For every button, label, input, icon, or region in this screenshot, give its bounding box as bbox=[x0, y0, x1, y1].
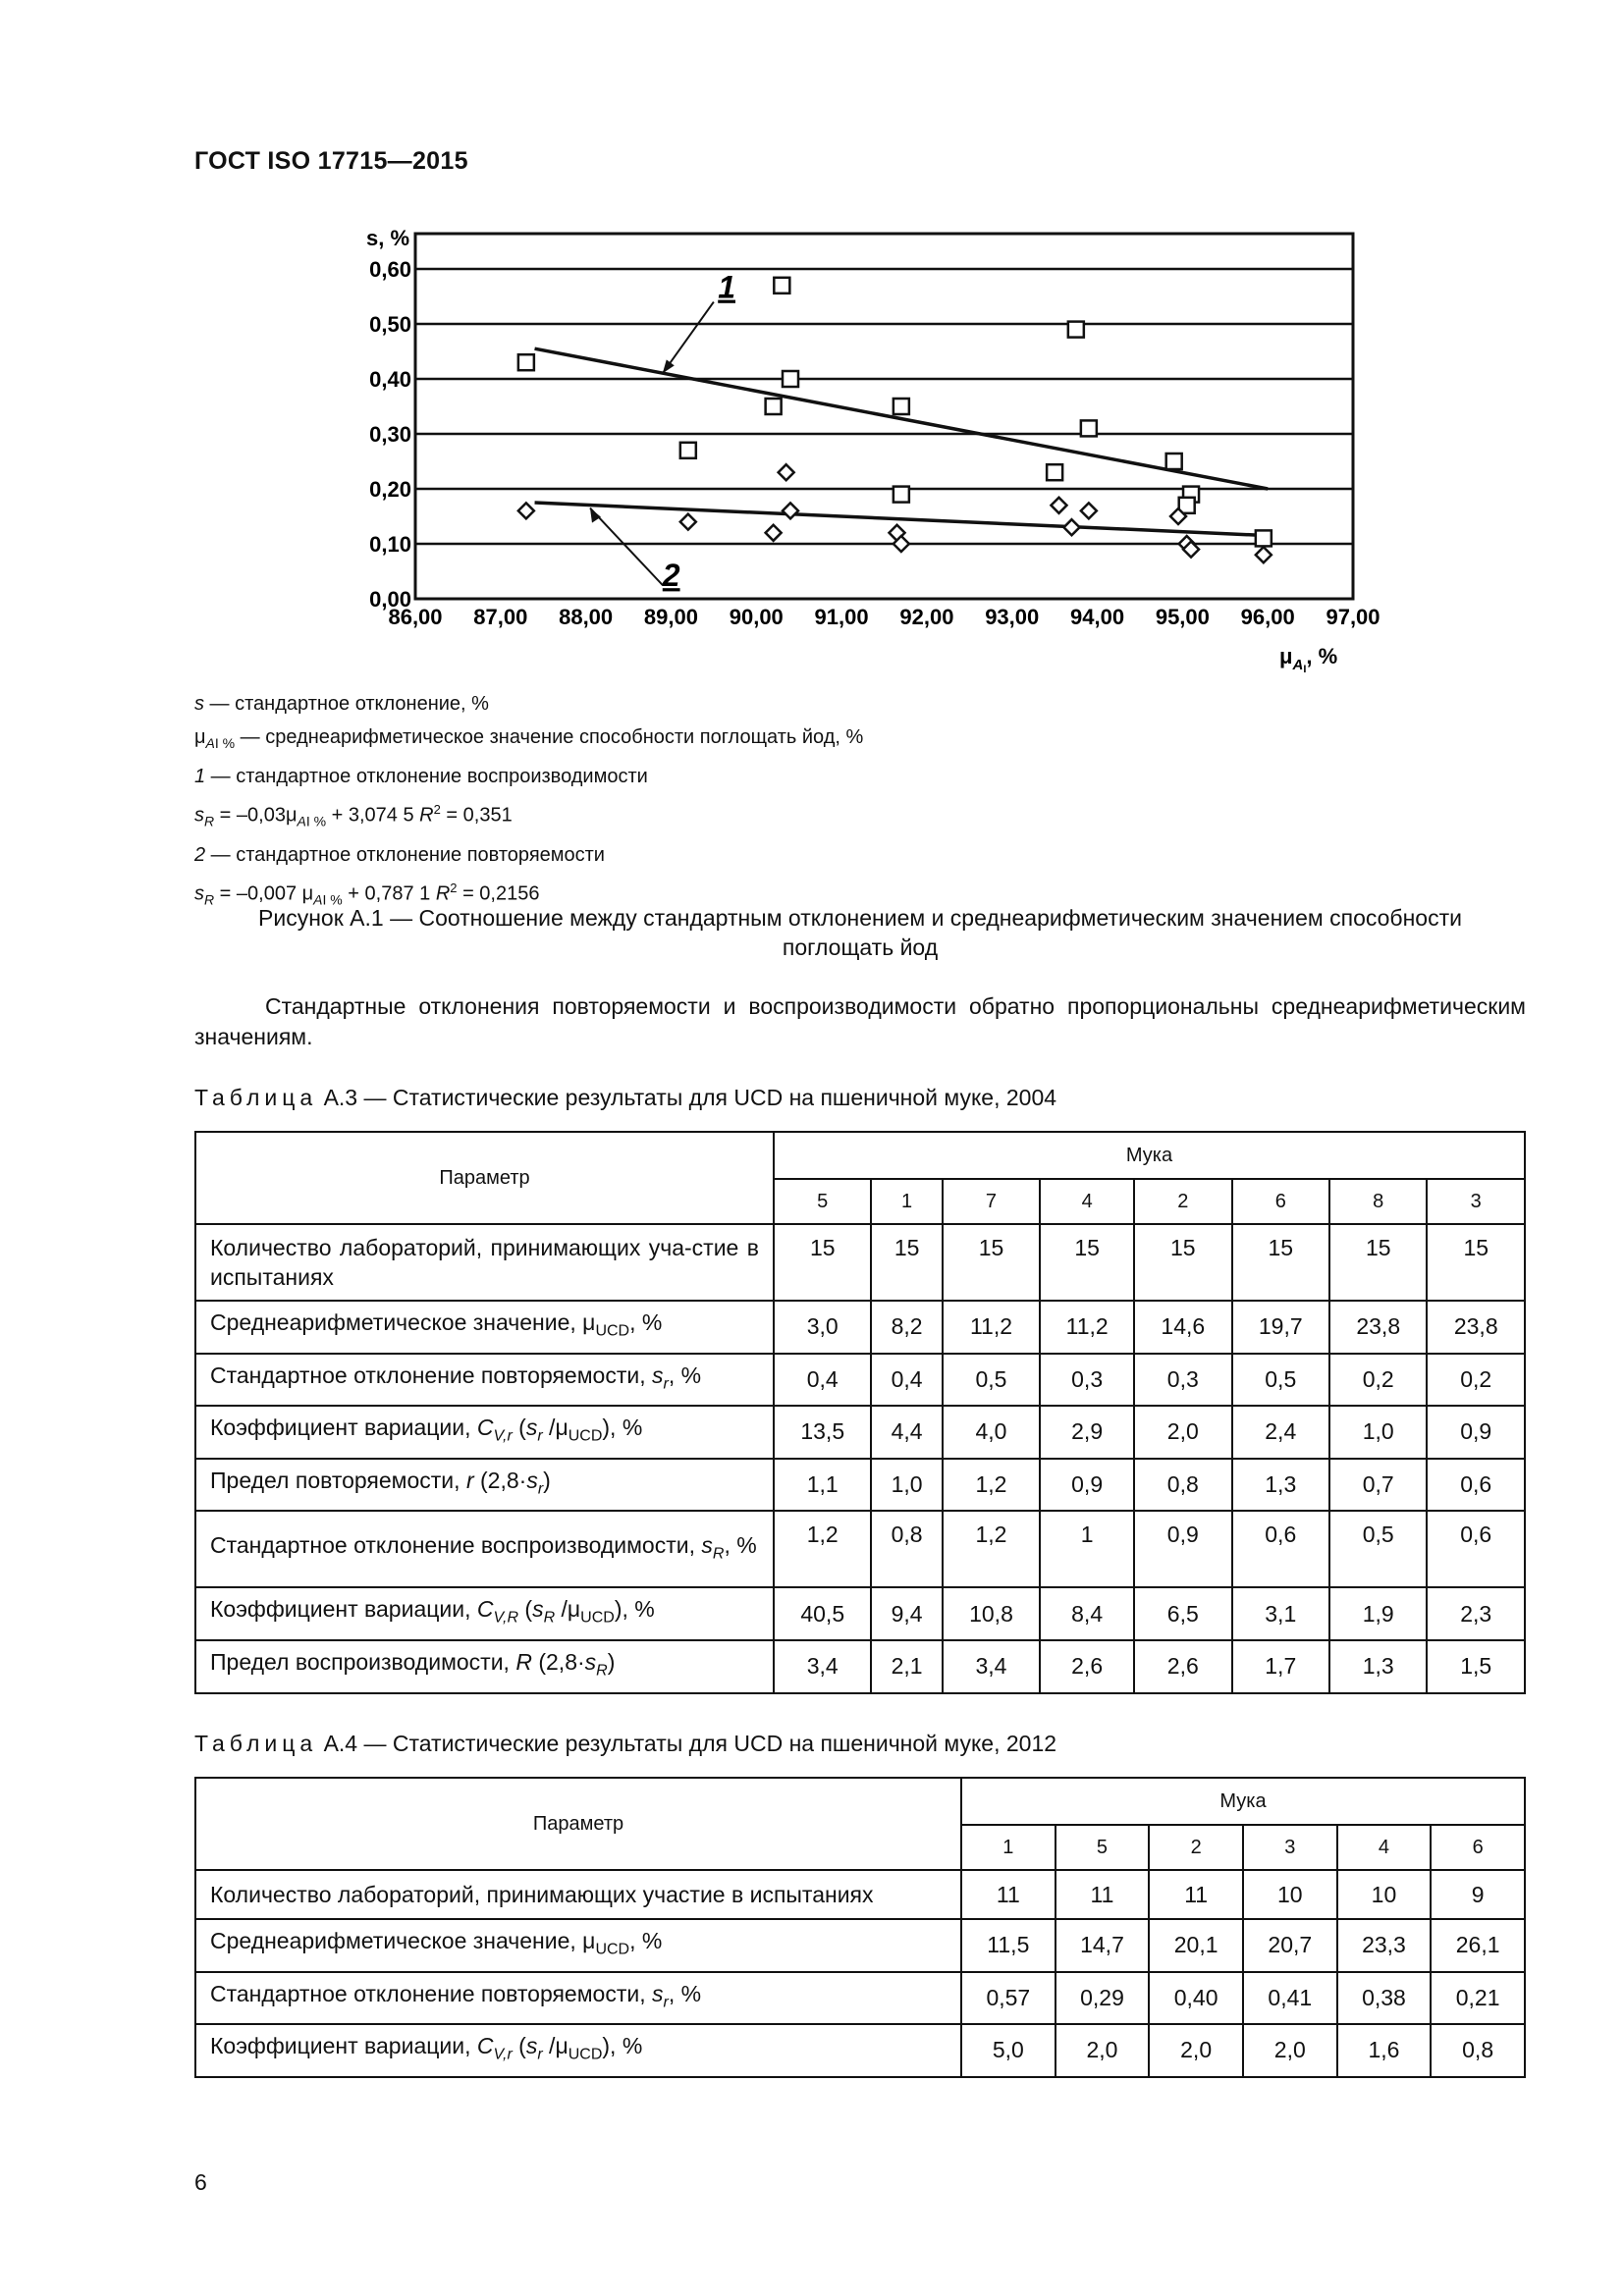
table-row bbox=[195, 1459, 1525, 1512]
data-point-square bbox=[680, 443, 696, 458]
param-subscript: r bbox=[537, 1427, 543, 1445]
data-point-diamond bbox=[779, 464, 794, 480]
data-point-square bbox=[783, 371, 798, 387]
data-point-diamond bbox=[766, 525, 782, 541]
legend-mu: $\mu_{AI \%}$ — среднеарифметическое значение способности поглощать йод, % bbox=[194, 726, 864, 751]
value-cell: 2,0 bbox=[1149, 2024, 1243, 2077]
value-cell: 9,4 bbox=[871, 1587, 942, 1640]
scatter-chart bbox=[324, 221, 1384, 682]
value-cell: 15 bbox=[1329, 1224, 1427, 1301]
param-text: /μ bbox=[542, 2033, 568, 2059]
value-cell: 0,9 bbox=[1427, 1406, 1525, 1459]
data-point-square bbox=[1047, 464, 1062, 480]
value-cell: 15 bbox=[1134, 1224, 1231, 1301]
figure-caption-line-1: Рисунок А.1 — Соотношение между стандартным отклонением и среднеарифметическим значением способности bbox=[258, 905, 1462, 931]
x-tick-label: 86,00 bbox=[388, 605, 443, 629]
value-cell: 19,7 bbox=[1232, 1301, 1329, 1354]
param-subscript: R bbox=[543, 1609, 556, 1627]
value-cell: 1,1 bbox=[774, 1459, 871, 1512]
table-row bbox=[195, 2024, 1525, 2077]
value-cell: 0,9 bbox=[1040, 1459, 1134, 1512]
y-axis-label: s, % bbox=[366, 226, 410, 250]
param-cell bbox=[195, 1511, 774, 1587]
param-text: , % bbox=[629, 1309, 663, 1335]
trend-line-series-1 bbox=[535, 348, 1269, 489]
param-text: Количество лабораторий, принимающих участие в испытаниях bbox=[210, 1882, 874, 1907]
value-cell: 3,0 bbox=[774, 1301, 871, 1354]
param-text: Среднеарифметическое значение, μ bbox=[210, 1309, 596, 1335]
param-subscript: UCD bbox=[595, 1322, 630, 1340]
data-point-square bbox=[1068, 322, 1084, 338]
column-header: 3 bbox=[1427, 1179, 1525, 1224]
value-cell: 13,5 bbox=[774, 1406, 871, 1459]
param-text: , % bbox=[668, 1362, 702, 1388]
x-tick-label: 96,00 bbox=[1240, 605, 1295, 629]
x-tick-label: 91,00 bbox=[814, 605, 869, 629]
value-cell: 6,5 bbox=[1134, 1587, 1231, 1640]
value-cell: 2,6 bbox=[1040, 1640, 1134, 1693]
param-text: ( bbox=[512, 2033, 526, 2059]
value-cell: 0,9 bbox=[1134, 1511, 1231, 1587]
value-cell: 0,2 bbox=[1427, 1354, 1525, 1407]
value-cell: 15 bbox=[1427, 1224, 1525, 1301]
series-1-label: 1 bbox=[718, 269, 736, 305]
column-header: 2 bbox=[1134, 1179, 1231, 1224]
param-cell bbox=[195, 1459, 774, 1512]
param-text: ) bbox=[607, 1648, 616, 1675]
value-cell: 1,0 bbox=[1329, 1406, 1427, 1459]
param-cell bbox=[195, 1354, 774, 1407]
param-subscript: UCD bbox=[568, 1427, 603, 1445]
value-cell: 0,57 bbox=[961, 1972, 1056, 2025]
y-tick-label: 0,60 bbox=[369, 257, 411, 282]
param-text: Стандартное отклонение повторяемости, bbox=[210, 1980, 652, 2006]
value-cell: 0,8 bbox=[1134, 1459, 1231, 1512]
param-subscript: V,r bbox=[493, 2046, 513, 2063]
value-cell: 0,6 bbox=[1427, 1459, 1525, 1512]
y-tick-label: 0,50 bbox=[369, 312, 411, 337]
value-cell: 0,40 bbox=[1149, 1972, 1243, 2025]
param-symbol: s bbox=[525, 2033, 538, 2059]
value-cell: 8,2 bbox=[871, 1301, 942, 1354]
param-text: Коэффициент вариации, bbox=[210, 2033, 477, 2059]
value-cell: 15 bbox=[1040, 1224, 1134, 1301]
value-cell: 0,29 bbox=[1056, 1972, 1150, 2025]
data-point-diamond bbox=[518, 503, 534, 518]
value-cell: 1,2 bbox=[774, 1511, 871, 1587]
legend-s: s — стандартное отклонение, % bbox=[194, 693, 489, 715]
value-cell: 9 bbox=[1431, 1870, 1525, 1919]
data-point-diamond bbox=[1064, 519, 1080, 535]
table-row bbox=[195, 1406, 1525, 1459]
param-text: ), % bbox=[614, 1596, 655, 1623]
param-subscript: r bbox=[537, 1480, 544, 1498]
figure-legend bbox=[194, 687, 863, 916]
column-header: 8 bbox=[1329, 1179, 1427, 1224]
value-cell: 5,0 bbox=[961, 2024, 1056, 2077]
column-header: 6 bbox=[1232, 1179, 1329, 1224]
annotation-arrowhead-1 bbox=[663, 359, 675, 373]
param-subscript: R bbox=[596, 1662, 608, 1680]
y-tick-label: 0,30 bbox=[369, 422, 411, 447]
value-cell: 1,2 bbox=[943, 1511, 1040, 1587]
param-symbol: s bbox=[701, 1531, 713, 1558]
param-text: /μ bbox=[555, 1596, 581, 1623]
value-cell: 15 bbox=[1232, 1224, 1329, 1301]
param-cell bbox=[195, 1919, 961, 1972]
data-point-square bbox=[774, 278, 789, 294]
value-cell: 0,8 bbox=[1431, 2024, 1525, 2077]
param-text: , % bbox=[668, 1980, 702, 2006]
value-cell: 0,5 bbox=[1232, 1354, 1329, 1407]
table-4-title: Таблица А.4 — Статистические результаты для UCD на пшеничной муке, 2012 bbox=[194, 1731, 1057, 1756]
value-cell: 0,5 bbox=[1329, 1511, 1427, 1587]
value-cell: 3,4 bbox=[774, 1640, 871, 1693]
value-cell: 2,3 bbox=[1427, 1587, 1525, 1640]
data-point-diamond bbox=[1051, 498, 1066, 513]
param-text: Предел повторяемости, bbox=[210, 1467, 466, 1493]
figure-caption bbox=[194, 903, 1526, 962]
value-cell: 2,4 bbox=[1232, 1406, 1329, 1459]
value-cell: 11 bbox=[961, 1870, 1056, 1919]
param-text: ) bbox=[543, 1467, 551, 1493]
param-cell bbox=[195, 1972, 961, 2025]
value-cell: 14,6 bbox=[1134, 1301, 1231, 1354]
y-tick-label: 0,00 bbox=[369, 587, 411, 612]
column-header: 1 bbox=[871, 1179, 942, 1224]
param-cell bbox=[195, 1301, 774, 1354]
column-header: 7 bbox=[943, 1179, 1040, 1224]
value-cell: 1,2 bbox=[943, 1459, 1040, 1512]
param-symbol: C bbox=[476, 1596, 494, 1623]
value-cell: 2,9 bbox=[1040, 1406, 1134, 1459]
param-text: ), % bbox=[602, 1415, 643, 1441]
x-tick-label: 89,00 bbox=[643, 605, 698, 629]
column-header: 1 bbox=[961, 1825, 1056, 1870]
param-cell bbox=[195, 1587, 774, 1640]
column-header: 5 bbox=[774, 1179, 871, 1224]
param-header: Параметр bbox=[195, 1132, 774, 1224]
table-row bbox=[195, 1587, 1525, 1640]
value-cell: 26,1 bbox=[1431, 1919, 1525, 1972]
param-symbol: s bbox=[652, 1362, 664, 1388]
value-cell: 23,3 bbox=[1337, 1919, 1432, 1972]
value-cell: 0,5 bbox=[943, 1354, 1040, 1407]
param-cell bbox=[195, 1406, 774, 1459]
param-text: , % bbox=[629, 1928, 663, 1953]
param-cell bbox=[195, 2024, 961, 2077]
param-text: Количество лабораторий, принимающих уча-стие в испытаниях bbox=[210, 1235, 759, 1290]
y-tick-label: 0,10 bbox=[369, 532, 411, 557]
y-tick-label: 0,40 bbox=[369, 367, 411, 392]
param-symbol: C bbox=[476, 1415, 494, 1441]
param-subscript: UCD bbox=[568, 2046, 603, 2063]
value-cell: 20,7 bbox=[1243, 1919, 1337, 1972]
column-header: 3 bbox=[1243, 1825, 1337, 1870]
x-tick-label: 94,00 bbox=[1070, 605, 1125, 629]
value-cell: 0,21 bbox=[1431, 1972, 1525, 2025]
value-cell: 1 bbox=[1040, 1511, 1134, 1587]
column-header: 5 bbox=[1056, 1825, 1150, 1870]
data-point-square bbox=[1256, 530, 1272, 546]
value-cell: 0,6 bbox=[1232, 1511, 1329, 1587]
value-cell: 0,3 bbox=[1134, 1354, 1231, 1407]
series-2-label: 2 bbox=[662, 558, 680, 594]
group-header: Мука bbox=[774, 1132, 1525, 1179]
param-text: Среднеарифметическое значение, μ bbox=[210, 1928, 596, 1953]
data-point-square bbox=[518, 354, 534, 370]
y-tick-label: 0,20 bbox=[369, 477, 411, 502]
value-cell: 23,8 bbox=[1427, 1301, 1525, 1354]
param-subscript: V,R bbox=[493, 1609, 518, 1627]
param-text: (2,8· bbox=[473, 1467, 527, 1493]
param-symbol: r bbox=[465, 1467, 474, 1493]
value-cell: 1,6 bbox=[1337, 2024, 1432, 2077]
value-cell: 1,9 bbox=[1329, 1587, 1427, 1640]
value-cell: 11,2 bbox=[943, 1301, 1040, 1354]
value-cell: 1,3 bbox=[1329, 1640, 1427, 1693]
param-text: ( bbox=[512, 1415, 526, 1441]
value-cell: 0,4 bbox=[774, 1354, 871, 1407]
param-subscript: r bbox=[663, 1994, 669, 2011]
param-text: , % bbox=[724, 1531, 757, 1558]
param-subscript: r bbox=[663, 1375, 669, 1393]
data-point-square bbox=[766, 399, 782, 414]
column-header: 4 bbox=[1040, 1179, 1134, 1224]
value-cell: 10 bbox=[1243, 1870, 1337, 1919]
value-cell: 0,6 bbox=[1427, 1511, 1525, 1587]
data-point-diamond bbox=[680, 514, 696, 530]
value-cell: 4,4 bbox=[871, 1406, 942, 1459]
value-cell: 4,0 bbox=[943, 1406, 1040, 1459]
value-cell: 3,4 bbox=[943, 1640, 1040, 1693]
value-cell: 20,1 bbox=[1149, 1919, 1243, 1972]
data-point-diamond bbox=[1081, 503, 1097, 518]
column-header: 2 bbox=[1149, 1825, 1243, 1870]
param-symbol: s bbox=[526, 1467, 538, 1493]
value-cell: 0,41 bbox=[1243, 1972, 1337, 2025]
param-text: Коэффициент вариации, bbox=[210, 1415, 477, 1441]
value-cell: 3,1 bbox=[1232, 1587, 1329, 1640]
param-header: Параметр bbox=[195, 1778, 961, 1870]
data-point-square bbox=[1081, 420, 1097, 436]
document-code: ГОСТ ISO 17715—2015 bbox=[194, 147, 468, 175]
value-cell: 1,7 bbox=[1232, 1640, 1329, 1693]
page-number: 6 bbox=[194, 2169, 207, 2195]
table-row bbox=[195, 1301, 1525, 1354]
x-tick-label: 92,00 bbox=[899, 605, 954, 629]
param-text: Коэффициент вариации, bbox=[210, 1596, 477, 1623]
x-axis-label: $\mu_AI$, % bbox=[1279, 644, 1338, 675]
value-cell: 15 bbox=[943, 1224, 1040, 1301]
value-cell: 11 bbox=[1056, 1870, 1150, 1919]
table-3-title: Таблица А.3 — Статистические результаты для UCD на пшеничной муке, 2004 bbox=[194, 1085, 1057, 1110]
value-cell: 0,3 bbox=[1040, 1354, 1134, 1407]
param-symbol: s bbox=[532, 1596, 544, 1623]
value-cell: 1,0 bbox=[871, 1459, 942, 1512]
value-cell: 0,8 bbox=[871, 1511, 942, 1587]
annotation-pointer-2 bbox=[590, 508, 663, 585]
x-tick-label: 93,00 bbox=[985, 605, 1040, 629]
value-cell: 0,4 bbox=[871, 1354, 942, 1407]
legend-equation-2: $s_R = -0,007$ $\mu_{AI \%} + 0,787$ 1 $R^2 = 0,2156$ bbox=[194, 880, 540, 908]
group-header: Мука bbox=[961, 1778, 1525, 1825]
table-row bbox=[195, 1640, 1525, 1693]
value-cell: 2,6 bbox=[1134, 1640, 1231, 1693]
table-row bbox=[195, 1870, 1525, 1919]
table-4 bbox=[194, 1777, 1526, 2078]
data-point-square bbox=[893, 399, 909, 414]
legend-equation-1: $s_R = -0,03\mu_{AI \%} + 3,074$ 5 $R^2 = 0,351$ bbox=[194, 802, 513, 829]
value-cell: 0,2 bbox=[1329, 1354, 1427, 1407]
value-cell: 2,0 bbox=[1056, 2024, 1150, 2077]
data-point-square bbox=[1166, 454, 1182, 469]
table-3 bbox=[194, 1131, 1526, 1694]
x-tick-label: 88,00 bbox=[559, 605, 614, 629]
value-cell: 10,8 bbox=[943, 1587, 1040, 1640]
legend-item-2: 2 — стандартное отклонение повторяемости bbox=[194, 843, 605, 866]
value-cell: 11 bbox=[1149, 1870, 1243, 1919]
body-paragraph: Стандартные отклонения повторяемости и воспроизводимости обратно пропорциональны среднеарифметическим значениям. bbox=[194, 993, 1526, 1049]
param-text: Предел воспроизводимости, bbox=[210, 1648, 516, 1675]
data-point-diamond bbox=[783, 503, 798, 518]
table-row bbox=[195, 1972, 1525, 2025]
x-tick-label: 90,00 bbox=[729, 605, 784, 629]
column-header: 4 bbox=[1337, 1825, 1432, 1870]
value-cell: 40,5 bbox=[774, 1587, 871, 1640]
param-subscript: R bbox=[712, 1545, 725, 1563]
value-cell: 23,8 bbox=[1329, 1301, 1427, 1354]
data-point-diamond bbox=[1256, 547, 1272, 562]
column-header: 6 bbox=[1431, 1825, 1525, 1870]
value-cell: 1,3 bbox=[1232, 1459, 1329, 1512]
param-symbol: R bbox=[515, 1648, 532, 1675]
value-cell: 11,2 bbox=[1040, 1301, 1134, 1354]
table-row bbox=[195, 1511, 1525, 1587]
param-symbol: s bbox=[584, 1648, 597, 1675]
value-cell: 15 bbox=[774, 1224, 871, 1301]
param-text: (2,8· bbox=[531, 1648, 585, 1675]
param-subscript: V,r bbox=[493, 1427, 513, 1445]
param-symbol: C bbox=[476, 2033, 494, 2059]
param-cell bbox=[195, 1640, 774, 1693]
param-subscript: UCD bbox=[595, 1941, 630, 1958]
x-tick-label: 95,00 bbox=[1155, 605, 1210, 629]
value-cell: 0,7 bbox=[1329, 1459, 1427, 1512]
x-tick-label: 97,00 bbox=[1326, 605, 1380, 629]
value-cell: 0,38 bbox=[1337, 1972, 1432, 2025]
param-text: Стандартное отклонение повторяемости, bbox=[210, 1362, 652, 1388]
param-cell bbox=[195, 1870, 961, 1919]
param-subscript: UCD bbox=[580, 1609, 615, 1627]
table-row bbox=[195, 1919, 1525, 1972]
param-subscript: r bbox=[537, 2046, 543, 2063]
param-text: ), % bbox=[602, 2033, 643, 2059]
param-cell bbox=[195, 1224, 774, 1301]
param-text: Стандартное отклонение воспроизводимости, bbox=[210, 1531, 702, 1558]
data-point-square bbox=[893, 487, 909, 503]
value-cell: 11,5 bbox=[961, 1919, 1056, 1972]
value-cell: 2,0 bbox=[1134, 1406, 1231, 1459]
param-symbol: s bbox=[652, 1980, 664, 2006]
param-symbol: s bbox=[525, 1415, 538, 1441]
table-row bbox=[195, 1354, 1525, 1407]
x-tick-label: 87,00 bbox=[473, 605, 528, 629]
value-cell: 8,4 bbox=[1040, 1587, 1134, 1640]
value-cell: 10 bbox=[1337, 1870, 1432, 1919]
legend-item-1: 1 — стандартное отклонение воспроизводимости bbox=[194, 766, 648, 787]
value-cell: 14,7 bbox=[1056, 1919, 1150, 1972]
figure-caption-line-2: поглощать йод bbox=[782, 934, 939, 960]
value-cell: 2,1 bbox=[871, 1640, 942, 1693]
value-cell: 1,5 bbox=[1427, 1640, 1525, 1693]
value-cell: 15 bbox=[871, 1224, 942, 1301]
value-cell: 2,0 bbox=[1243, 2024, 1337, 2077]
annotation-arrowhead-2 bbox=[590, 508, 601, 523]
param-text: ( bbox=[518, 1596, 533, 1623]
param-text: /μ bbox=[542, 1415, 568, 1441]
table-row bbox=[195, 1224, 1525, 1301]
